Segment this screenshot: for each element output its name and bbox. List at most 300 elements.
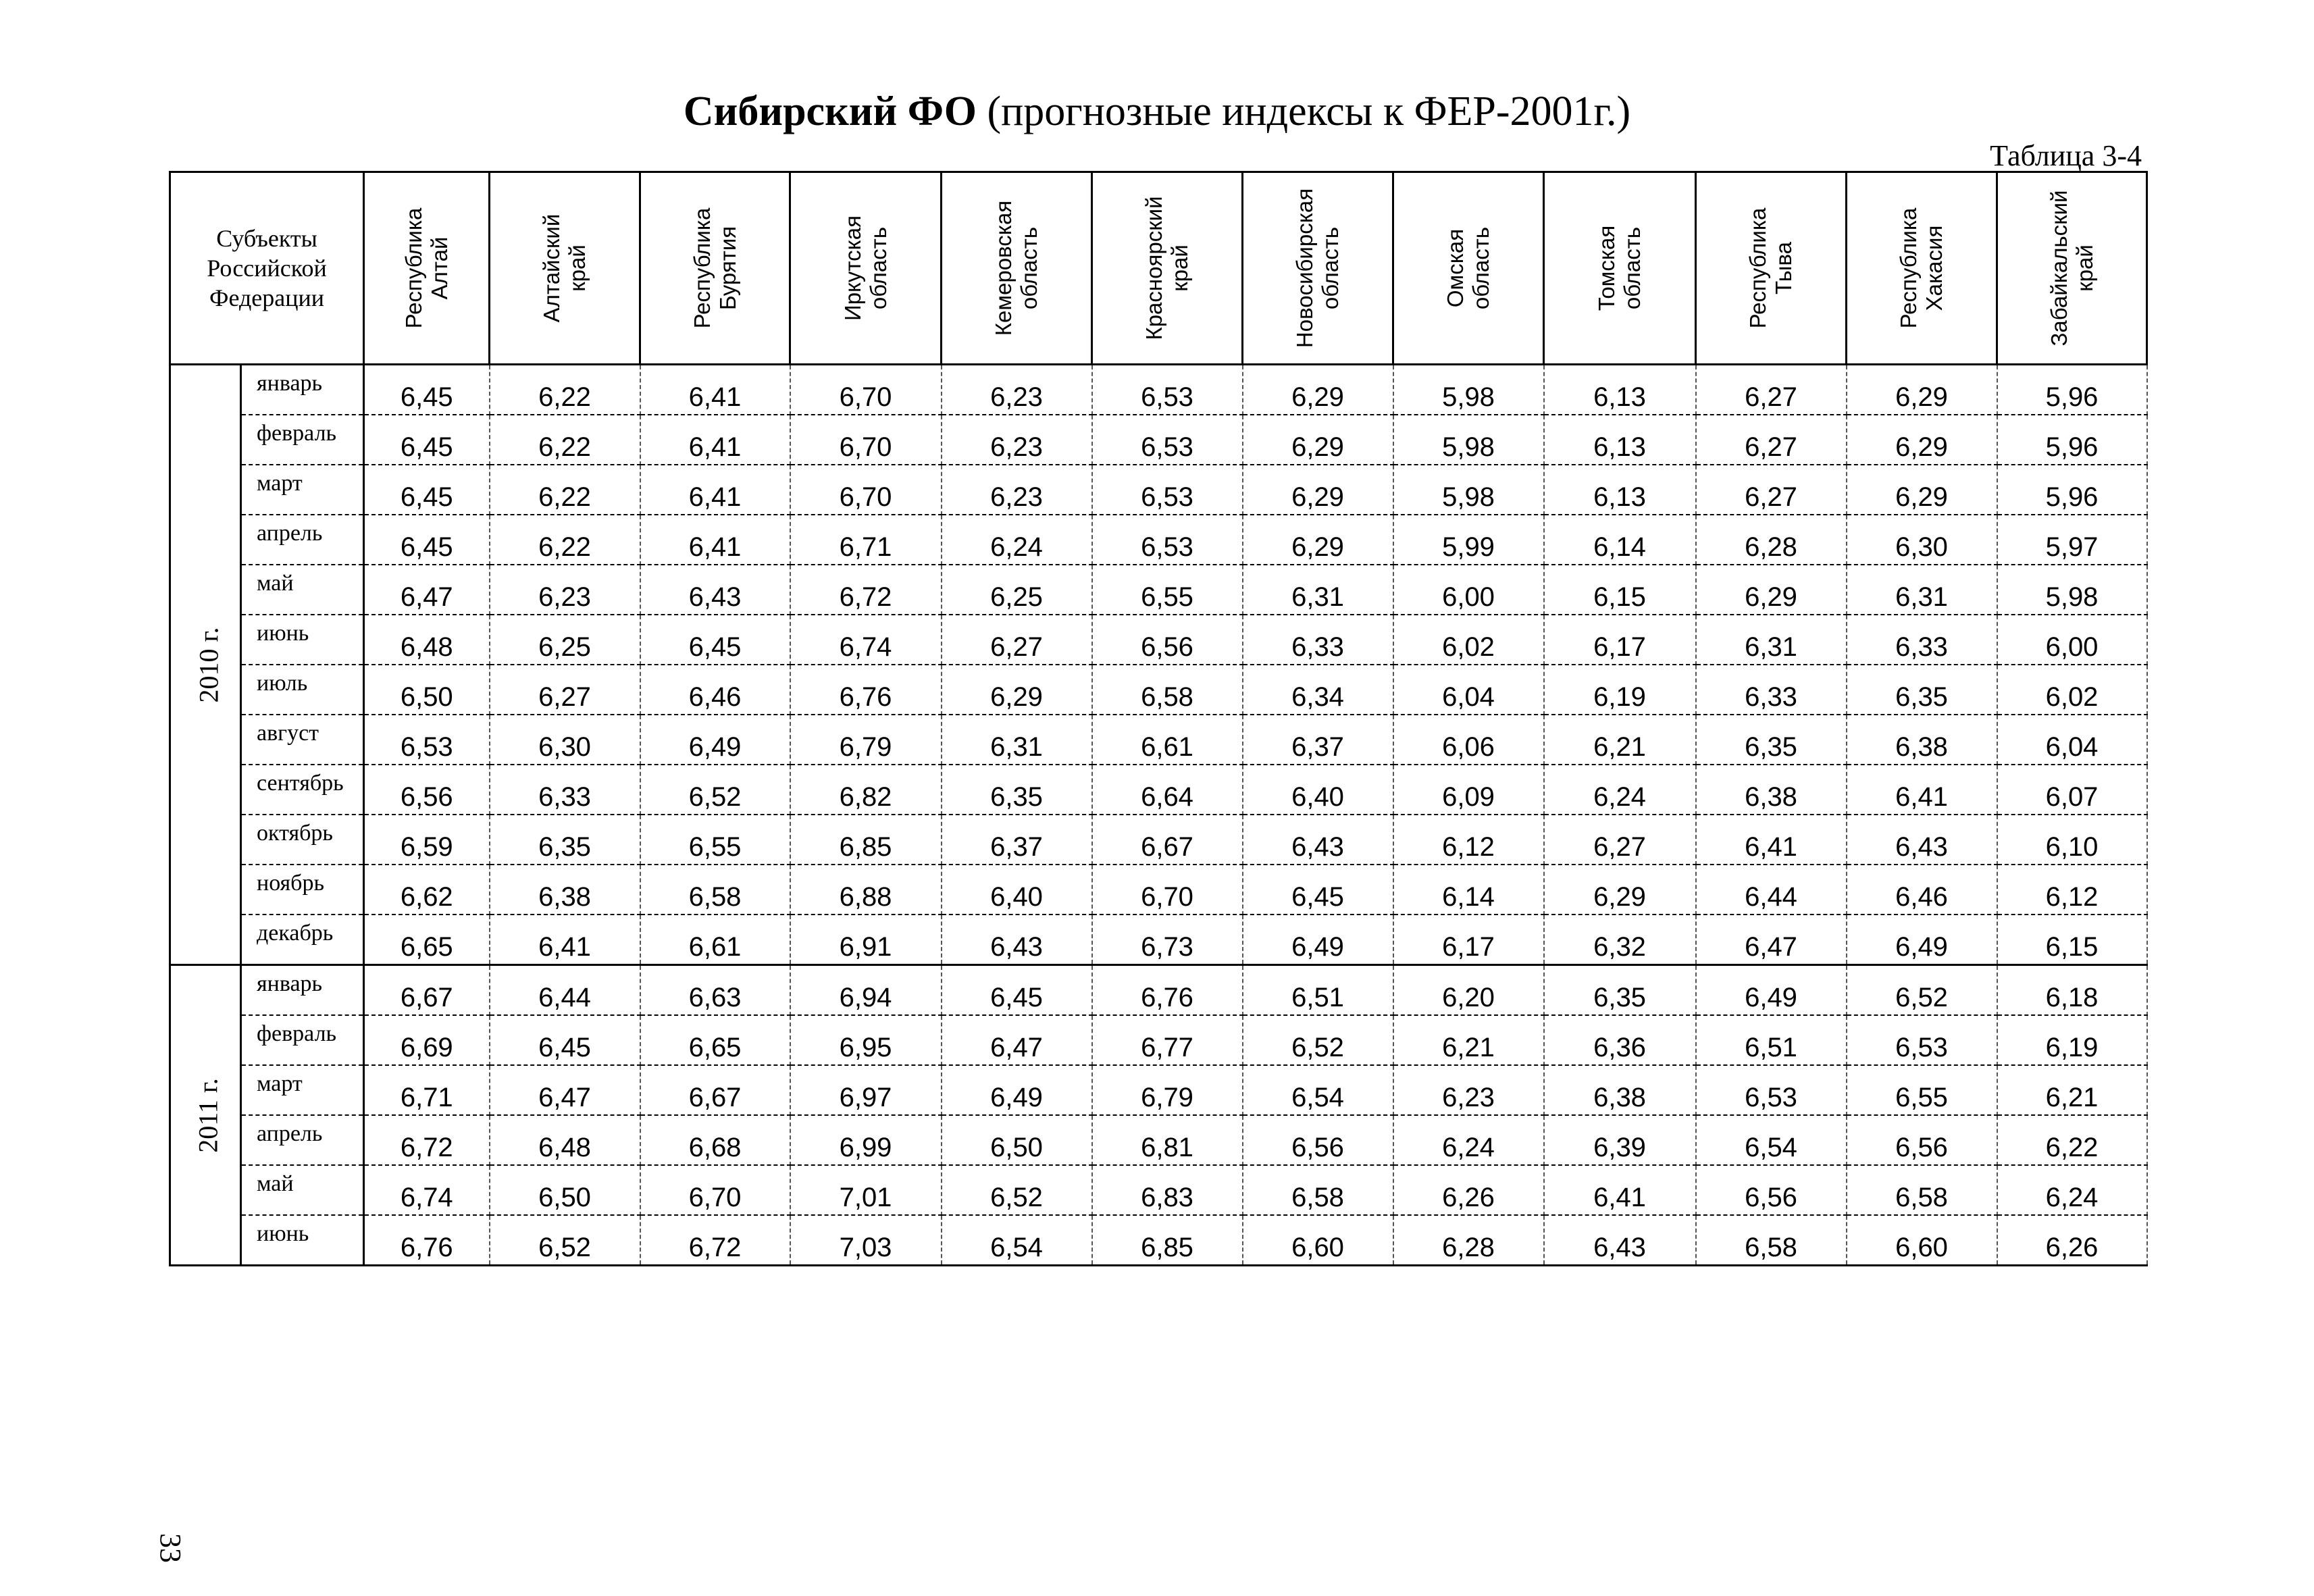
column-header-wrap [641,173,789,363]
value-cell: 6,52 [1847,965,1997,1016]
value-cell: 6,29 [1243,515,1393,565]
month-cell: апрель [241,515,364,565]
value-cell: 6,45 [1243,865,1393,915]
value-cell: 5,96 [1997,365,2147,415]
value-cell: 6,52 [490,1215,640,1266]
column-header [942,172,1092,365]
value-cell: 6,27 [1696,365,1847,415]
value-cell: 6,30 [490,715,640,765]
column-header [364,172,490,365]
value-cell: 6,29 [1544,865,1696,915]
value-cell: 6,31 [1847,565,1997,615]
value-cell: 6,58 [1696,1215,1847,1266]
value-cell: 6,67 [364,965,490,1016]
value-cell: 6,15 [1544,565,1696,615]
value-cell: 6,47 [942,1015,1092,1065]
month-cell: август [241,715,364,765]
value-cell: 6,54 [1243,1065,1393,1115]
column-header-wrap [1847,173,1996,363]
column-header-label: Томская область [1594,225,1645,311]
value-cell: 6,29 [1696,565,1847,615]
value-cell: 6,49 [942,1065,1092,1115]
value-cell: 6,27 [1544,815,1696,865]
value-cell: 6,35 [1544,965,1696,1016]
value-cell: 6,69 [364,1015,490,1065]
column-header-label: Республика Алтай [401,207,452,329]
value-cell: 6,72 [364,1115,490,1165]
value-cell: 6,46 [640,665,790,715]
value-cell: 6,56 [1847,1115,1997,1165]
value-cell: 6,51 [1696,1015,1847,1065]
table-row [170,1115,2147,1165]
value-cell: 6,23 [942,415,1092,465]
value-cell: 6,55 [1847,1065,1997,1115]
value-cell: 6,45 [364,415,490,465]
value-cell: 6,49 [1696,965,1847,1016]
value-cell: 6,58 [1092,665,1243,715]
value-cell: 6,60 [1847,1215,1997,1266]
value-cell: 6,41 [640,515,790,565]
value-cell: 6,27 [490,665,640,715]
value-cell: 6,23 [942,465,1092,515]
value-cell: 6,29 [1243,415,1393,465]
value-cell: 6,35 [490,815,640,865]
value-cell: 6,22 [1997,1115,2147,1165]
value-cell: 6,28 [1696,515,1847,565]
value-cell: 6,39 [1544,1115,1696,1165]
value-cell: 6,29 [1847,415,1997,465]
value-cell: 6,28 [1393,1215,1544,1266]
value-cell: 6,62 [364,865,490,915]
month-cell: май [241,1165,364,1215]
value-cell: 6,88 [790,865,942,915]
value-cell: 6,51 [1243,965,1393,1016]
value-cell: 6,68 [640,1115,790,1165]
value-cell: 6,46 [1847,865,1997,915]
value-cell: 5,96 [1997,465,2147,515]
value-cell: 6,22 [490,515,640,565]
value-cell: 6,23 [490,565,640,615]
table-row [170,665,2147,715]
month-cell: апрель [241,1115,364,1165]
value-cell: 6,13 [1544,465,1696,515]
value-cell: 5,98 [1997,565,2147,615]
value-cell: 6,54 [942,1215,1092,1266]
value-cell: 6,35 [1696,715,1847,765]
value-cell: 5,98 [1393,415,1544,465]
column-header-wrap [490,173,639,363]
value-cell: 6,26 [1997,1215,2147,1266]
value-cell: 6,59 [364,815,490,865]
value-cell: 6,41 [640,415,790,465]
value-cell: 6,70 [790,365,942,415]
value-cell: 6,31 [942,715,1092,765]
value-cell: 6,31 [1243,565,1393,615]
column-header [1696,172,1847,365]
value-cell: 6,22 [490,365,640,415]
value-cell: 6,74 [790,615,942,665]
value-cell: 6,12 [1997,865,2147,915]
value-cell: 6,45 [364,465,490,515]
value-cell: 6,53 [1092,515,1243,565]
value-cell: 6,27 [1696,465,1847,515]
value-cell: 6,24 [1393,1115,1544,1165]
value-cell: 6,43 [1243,815,1393,865]
value-cell: 5,96 [1997,415,2147,465]
value-cell: 6,55 [640,815,790,865]
column-header-label: Кемеровская область [991,200,1042,336]
value-cell: 6,33 [1243,615,1393,665]
value-cell: 6,04 [1393,665,1544,715]
month-cell: январь [241,965,364,1016]
column-header-label: Алтайский край [539,213,590,323]
month-cell: май [241,565,364,615]
value-cell: 6,29 [1243,365,1393,415]
value-cell: 6,58 [1847,1165,1997,1215]
column-header [1544,172,1696,365]
value-cell: 6,40 [942,865,1092,915]
value-cell: 5,98 [1393,365,1544,415]
value-cell: 6,53 [364,715,490,765]
month-cell: декабрь [241,915,364,965]
value-cell: 6,58 [640,865,790,915]
value-cell: 6,33 [1847,615,1997,665]
value-cell: 6,43 [1544,1215,1696,1266]
value-cell: 6,77 [1092,1015,1243,1065]
value-cell: 6,33 [1696,665,1847,715]
value-cell: 6,63 [640,965,790,1016]
value-cell: 6,29 [1847,365,1997,415]
value-cell: 6,12 [1393,815,1544,865]
value-cell: 7,03 [790,1215,942,1266]
value-cell: 6,56 [1243,1115,1393,1165]
value-cell: 6,27 [942,615,1092,665]
value-cell: 6,50 [490,1165,640,1215]
column-header-wrap [1545,173,1695,363]
value-cell: 6,50 [942,1115,1092,1165]
value-cell: 6,33 [490,765,640,815]
month-cell: март [241,1065,364,1115]
value-cell: 6,43 [1847,815,1997,865]
value-cell: 6,29 [1847,465,1997,515]
value-cell: 6,14 [1393,865,1544,915]
month-cell: январь [241,365,364,415]
value-cell: 6,70 [790,415,942,465]
column-header-label: Красноярский край [1141,196,1193,340]
value-cell: 6,15 [1997,915,2147,965]
value-cell: 6,48 [364,615,490,665]
value-cell: 6,31 [1696,615,1847,665]
value-cell: 6,19 [1997,1015,2147,1065]
value-cell: 6,00 [1997,615,2147,665]
value-cell: 6,35 [942,765,1092,815]
title-rest: (прогнозные индексы к ФЕР-2001г.) [987,88,1631,134]
value-cell: 6,41 [640,365,790,415]
value-cell: 6,17 [1393,915,1544,965]
value-cell: 6,72 [790,565,942,615]
value-cell: 6,76 [1092,965,1243,1016]
value-cell: 7,01 [790,1165,942,1215]
value-cell: 6,23 [942,365,1092,415]
year-label: 2011 г. [192,1077,224,1153]
value-cell: 5,97 [1997,515,2147,565]
column-header [790,172,942,365]
value-cell: 6,37 [942,815,1092,865]
value-cell: 6,67 [640,1065,790,1115]
value-cell: 6,23 [1393,1065,1544,1115]
value-cell: 6,25 [490,615,640,665]
value-cell: 6,27 [1696,415,1847,465]
value-cell: 6,54 [1696,1115,1847,1165]
table-row [170,865,2147,915]
value-cell: 6,26 [1393,1165,1544,1215]
column-header [490,172,640,365]
table-row [170,1215,2147,1266]
value-cell: 6,95 [790,1015,942,1065]
header-corner [170,172,364,365]
value-cell: 6,79 [1092,1065,1243,1115]
value-cell: 6,60 [1243,1215,1393,1266]
value-cell: 6,10 [1997,815,2147,865]
table-body [170,365,2147,1266]
header-row [170,172,2147,365]
value-cell: 6,19 [1544,665,1696,715]
value-cell: 6,38 [1544,1065,1696,1115]
month-cell: февраль [241,415,364,465]
value-cell: 6,00 [1393,565,1544,615]
value-cell: 6,56 [1092,615,1243,665]
value-cell: 6,56 [1696,1165,1847,1215]
value-cell: 6,13 [1544,365,1696,415]
value-cell: 6,04 [1997,715,2147,765]
value-cell: 6,43 [640,565,790,615]
value-cell: 6,29 [1243,465,1393,515]
value-cell: 6,67 [1092,815,1243,865]
table-row [170,765,2147,815]
value-cell: 6,47 [364,565,490,615]
value-cell: 5,99 [1393,515,1544,565]
value-cell: 6,44 [1696,865,1847,915]
value-cell: 6,97 [790,1065,942,1115]
column-header-label: Новосибирская область [1292,188,1343,349]
table-row [170,365,2147,415]
value-cell: 6,35 [1847,665,1997,715]
value-cell: 6,55 [1092,565,1243,615]
column-header [1243,172,1393,365]
column-header [1092,172,1243,365]
table-row [170,815,2147,865]
month-cell: июнь [241,1215,364,1266]
value-cell: 6,21 [1544,715,1696,765]
value-cell: 6,18 [1997,965,2147,1016]
value-cell: 6,22 [490,465,640,515]
table-row [170,715,2147,765]
value-cell: 6,61 [640,915,790,965]
month-cell: ноябрь [241,865,364,915]
value-cell: 6,83 [1092,1165,1243,1215]
corner-label: Субъекты Российской Федерации [207,225,327,311]
value-cell: 6,49 [1243,915,1393,965]
month-cell: сентябрь [241,765,364,815]
table-row [170,965,2147,1016]
value-cell: 6,49 [1847,915,1997,965]
value-cell: 6,70 [1092,865,1243,915]
value-cell: 6,30 [1847,515,1997,565]
value-cell: 6,49 [640,715,790,765]
value-cell: 6,94 [790,965,942,1016]
value-cell: 6,61 [1092,715,1243,765]
value-cell: 6,32 [1544,915,1696,965]
table-row [170,465,2147,515]
value-cell: 6,91 [790,915,942,965]
value-cell: 6,24 [1544,765,1696,815]
value-cell: 6,53 [1092,365,1243,415]
value-cell: 6,45 [942,965,1092,1016]
column-header [640,172,790,365]
column-header-label: Забайкальский край [2046,190,2097,346]
value-cell: 6,07 [1997,765,2147,815]
value-cell: 6,25 [942,565,1092,615]
value-cell: 6,53 [1092,415,1243,465]
value-cell: 6,72 [640,1215,790,1266]
value-cell: 6,40 [1243,765,1393,815]
table-row [170,615,2147,665]
table-row [170,1065,2147,1115]
value-cell: 6,45 [640,615,790,665]
value-cell: 6,52 [1243,1015,1393,1065]
value-cell: 6,99 [790,1115,942,1165]
value-cell: 6,45 [490,1015,640,1065]
value-cell: 6,65 [364,915,490,965]
column-header-label: Иркутская область [840,215,891,321]
value-cell: 6,41 [640,465,790,515]
page-title [0,88,2314,136]
title-bold: Сибирский ФО [683,88,977,134]
column-header-wrap [1093,173,1241,363]
value-cell: 6,47 [1696,915,1847,965]
value-cell: 6,21 [1393,1015,1544,1065]
column-header-label: Республика Бурятия [689,207,740,329]
value-cell: 6,65 [640,1015,790,1065]
month-cell: июнь [241,615,364,665]
value-cell: 6,53 [1847,1015,1997,1065]
table-row [170,515,2147,565]
value-cell: 6,41 [1847,765,1997,815]
value-cell: 6,38 [490,865,640,915]
value-cell: 6,38 [1847,715,1997,765]
column-header-wrap [365,173,488,363]
value-cell: 6,53 [1696,1065,1847,1115]
table-label: Таблица 3-4 [1990,139,2142,172]
table-row [170,565,2147,615]
table-row [170,1015,2147,1065]
value-cell: 6,85 [790,815,942,865]
column-header-wrap [1998,173,2146,363]
column-header-wrap [942,173,1091,363]
value-cell: 6,02 [1393,615,1544,665]
value-cell: 6,52 [640,765,790,815]
value-cell: 6,29 [942,665,1092,715]
table-row [170,1165,2147,1215]
value-cell: 6,21 [1997,1065,2147,1115]
month-cell: февраль [241,1015,364,1065]
year-cell [170,365,241,965]
value-cell: 6,36 [1544,1015,1696,1065]
year-cell [170,965,241,1266]
column-header [1847,172,1997,365]
value-cell: 6,50 [364,665,490,715]
value-cell: 6,45 [364,365,490,415]
value-cell: 5,98 [1393,465,1544,515]
value-cell: 6,82 [790,765,942,815]
value-cell: 6,85 [1092,1215,1243,1266]
value-cell: 6,13 [1544,415,1696,465]
column-header-wrap [791,173,940,363]
column-header-wrap [1394,173,1543,363]
value-cell: 6,58 [1243,1165,1393,1215]
value-cell: 6,17 [1544,615,1696,665]
value-cell: 6,14 [1544,515,1696,565]
value-cell: 6,06 [1393,715,1544,765]
value-cell: 6,71 [790,515,942,565]
value-cell: 6,48 [490,1115,640,1165]
value-cell: 6,64 [1092,765,1243,815]
value-cell: 6,09 [1393,765,1544,815]
value-cell: 6,22 [490,415,640,465]
table-row [170,415,2147,465]
value-cell: 6,76 [364,1215,490,1266]
value-cell: 6,53 [1092,465,1243,515]
value-cell: 6,76 [790,665,942,715]
value-cell: 6,38 [1696,765,1847,815]
value-cell: 6,79 [790,715,942,765]
column-header [1997,172,2147,365]
value-cell: 6,24 [942,515,1092,565]
column-header-label: Омская область [1443,226,1494,310]
value-cell: 6,70 [790,465,942,515]
value-cell: 6,44 [490,965,640,1016]
page-number: 33 [154,1533,187,1563]
year-label: 2010 г. [193,627,224,702]
value-cell: 6,43 [942,915,1092,965]
column-header-label: Республика Тыва [1745,207,1797,329]
value-cell: 6,52 [942,1165,1092,1215]
value-cell: 6,81 [1092,1115,1243,1165]
table-row [170,915,2147,965]
value-cell: 6,45 [364,515,490,565]
value-cell: 6,37 [1243,715,1393,765]
value-cell: 6,02 [1997,665,2147,715]
month-cell: март [241,465,364,515]
value-cell: 6,73 [1092,915,1243,965]
value-cell: 6,47 [490,1065,640,1115]
column-header-wrap [1697,173,1845,363]
value-cell: 6,41 [1696,815,1847,865]
value-cell: 6,41 [490,915,640,965]
column-header-label: Республика Хакасия [1896,207,1947,329]
value-cell: 6,56 [364,765,490,815]
column-header [1393,172,1544,365]
index-table [169,171,2148,1266]
value-cell: 6,70 [640,1165,790,1215]
value-cell: 6,71 [364,1065,490,1115]
value-cell: 6,41 [1544,1165,1696,1215]
month-cell: октябрь [241,815,364,865]
month-cell: июль [241,665,364,715]
value-cell: 6,20 [1393,965,1544,1016]
value-cell: 6,74 [364,1165,490,1215]
value-cell: 6,34 [1243,665,1393,715]
